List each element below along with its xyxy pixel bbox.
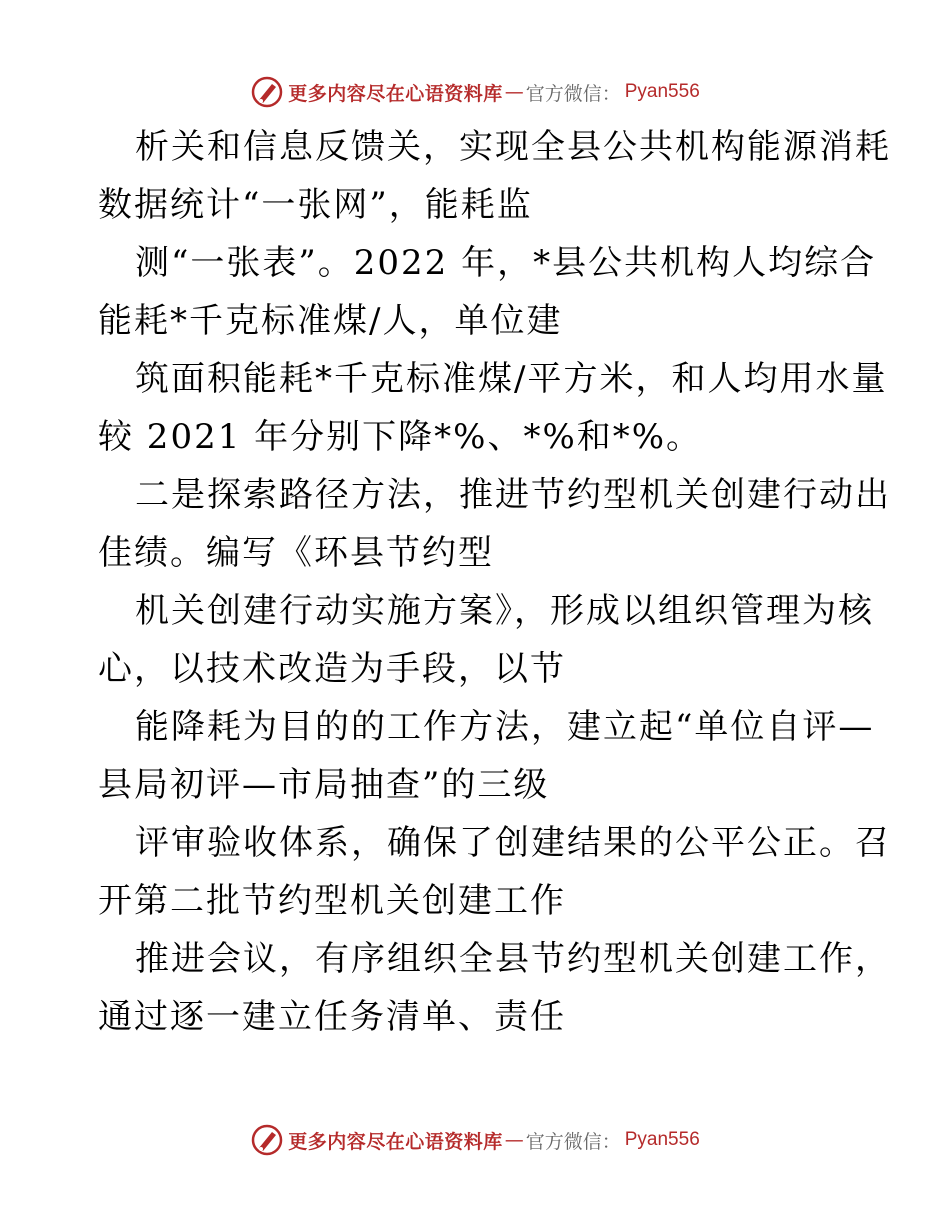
banner-wechat-id: Pyan556 [624,81,700,102]
body-line: 开第二批节约型机关创建工作 [98,881,566,921]
banner-wechat-id: Pyan556 [624,1129,700,1150]
body-line: 数据统计“一张网”，能耗监 [98,185,533,225]
banner-separator: — [504,81,524,103]
banner-title: 更多内容尽在心语资料库 [288,1130,503,1153]
body-line: 二是探索路径方法，推进节约型机关创建行动出 [135,475,891,515]
body-line: 机关创建行动实施方案》，形成以组织管理为核 [135,591,874,631]
body-line: 县局初评—市局抽查”的三级 [98,765,550,805]
body-line: 通过逐一建立任务清单、责任 [98,997,566,1037]
red-pen-circle-logo-icon [250,1123,284,1157]
body-line: 佳绩。编写《环县节约型 [98,533,494,573]
body-line: 评审验收体系，确保了创建结果的公平公正。召 [135,823,891,863]
body-line: 推进会议，有序组织全县节约型机关创建工作， [135,939,891,979]
body-line: 能耗*千克标准煤/人，单位建 [98,301,563,341]
banner-title: 更多内容尽在心语资料库 [288,82,503,105]
banner-separator: — [504,1129,524,1151]
banner-wechat-label: 官方微信： [525,1130,621,1153]
body-line: 筑面积能耗*千克标准煤/平方米，和人均用水量 [135,359,888,399]
footer-banner [0,1120,950,1160]
red-pen-circle-logo-icon [250,75,284,109]
body-line: 心，以技术改造为手段，以节 [98,649,566,689]
document-body [98,118,891,1046]
body-line: 能降耗为目的的工作方法，建立起“单位自评— [135,707,875,747]
body-line: 测“一张表”。2022 年，*县公共机构人均综合 [135,243,877,283]
body-line: 较 2021 年分别下降*%、*%和*%。 [98,417,703,457]
header-banner [0,72,950,112]
banner-wechat-label: 官方微信： [525,82,621,105]
body-line: 析关和信息反馈关，实现全县公共机构能源消耗 [135,127,891,167]
